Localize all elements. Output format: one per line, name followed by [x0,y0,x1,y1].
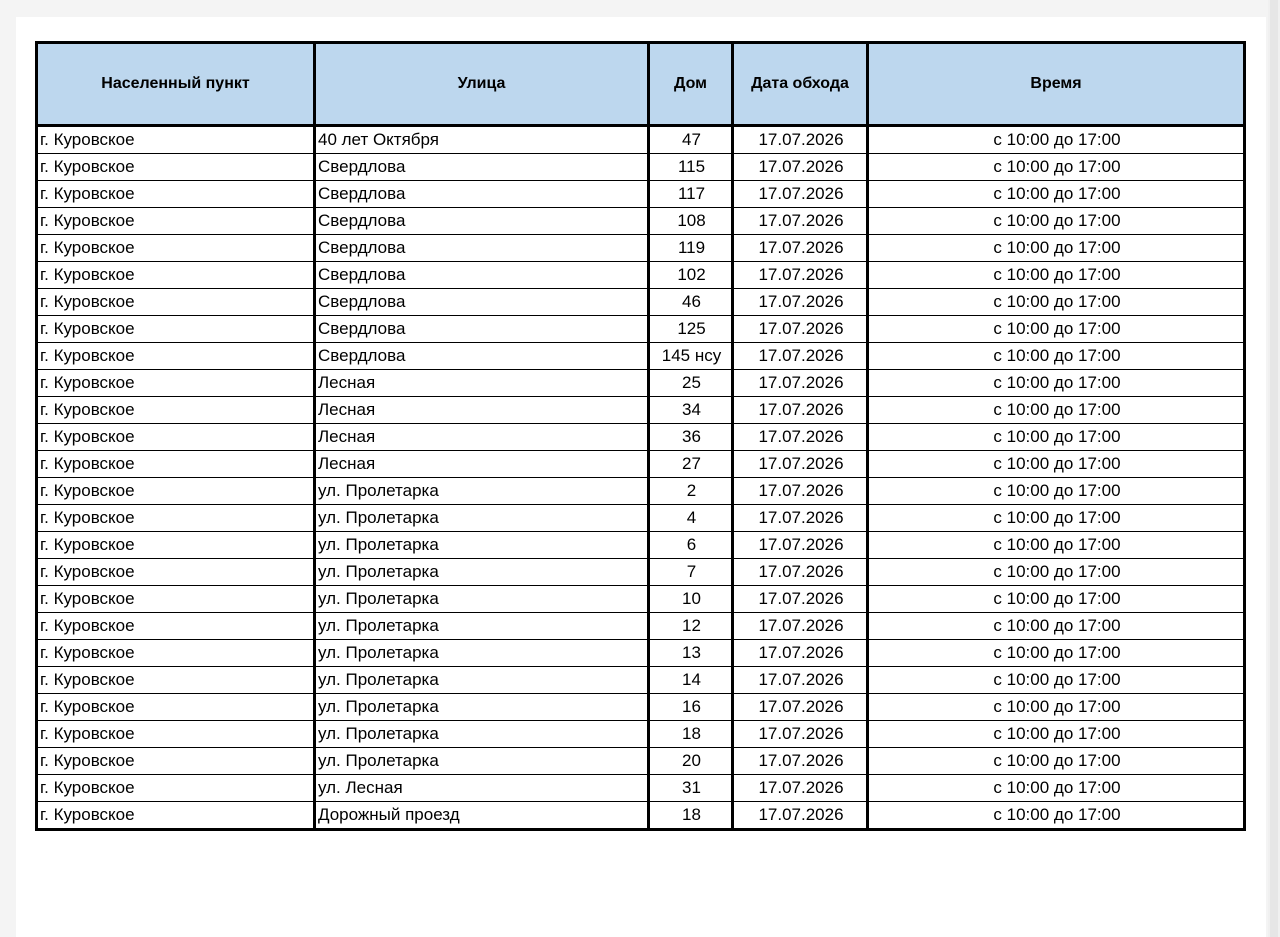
cell-time: с 10:00 до 17:00 [868,208,1245,235]
cell-visit-date: 17.07.2026 [733,748,868,775]
cell-time: с 10:00 до 17:00 [868,478,1245,505]
cell-settlement: г. Куровское [37,343,315,370]
table-row [37,289,1245,316]
cell-street: 40 лет Октября [315,126,649,154]
cell-street: Лесная [315,424,649,451]
cell-house: 18 [649,802,733,830]
header-row [37,43,1245,126]
cell-house: 2 [649,478,733,505]
table-row [37,126,1245,154]
cell-settlement: г. Куровское [37,235,315,262]
cell-time: с 10:00 до 17:00 [868,748,1245,775]
cell-visit-date: 17.07.2026 [733,154,868,181]
cell-time: с 10:00 до 17:00 [868,126,1245,154]
cell-house: 25 [649,370,733,397]
cell-settlement: г. Куровское [37,775,315,802]
cell-house: 46 [649,289,733,316]
cell-settlement: г. Куровское [37,613,315,640]
cell-street: ул. Лесная [315,775,649,802]
cell-house: 31 [649,775,733,802]
table-row [37,262,1245,289]
cell-visit-date: 17.07.2026 [733,397,868,424]
cell-visit-date: 17.07.2026 [733,721,868,748]
cell-visit-date: 17.07.2026 [733,289,868,316]
cell-time: с 10:00 до 17:00 [868,721,1245,748]
cell-visit-date: 17.07.2026 [733,505,868,532]
cell-settlement: г. Куровское [37,451,315,478]
table-row [37,694,1245,721]
cell-settlement: г. Куровское [37,478,315,505]
header-street: Улица [315,43,649,126]
header-time: Время [868,43,1245,126]
cell-settlement: г. Куровское [37,748,315,775]
table-row [37,613,1245,640]
table-row [37,397,1245,424]
cell-house: 36 [649,424,733,451]
cell-settlement: г. Куровское [37,397,315,424]
cell-visit-date: 17.07.2026 [733,235,868,262]
cell-street: ул. Пролетарка [315,613,649,640]
cell-street: Свердлова [315,208,649,235]
cell-visit-date: 17.07.2026 [733,424,868,451]
cell-visit-date: 17.07.2026 [733,343,868,370]
cell-street: Свердлова [315,289,649,316]
cell-street: ул. Пролетарка [315,478,649,505]
cell-settlement: г. Куровское [37,181,315,208]
cell-time: с 10:00 до 17:00 [868,451,1245,478]
cell-house: 102 [649,262,733,289]
cell-time: с 10:00 до 17:00 [868,235,1245,262]
cell-visit-date: 17.07.2026 [733,667,868,694]
cell-street: Свердлова [315,235,649,262]
cell-time: с 10:00 до 17:00 [868,694,1245,721]
table-row [37,235,1245,262]
cell-street: Свердлова [315,262,649,289]
cell-time: с 10:00 до 17:00 [868,424,1245,451]
cell-visit-date: 17.07.2026 [733,559,868,586]
cell-settlement: г. Куровское [37,586,315,613]
cell-street: Свердлова [315,316,649,343]
cell-visit-date: 17.07.2026 [733,451,868,478]
cell-street: ул. Пролетарка [315,586,649,613]
cell-settlement: г. Куровское [37,154,315,181]
cell-settlement: г. Куровское [37,721,315,748]
cell-time: с 10:00 до 17:00 [868,505,1245,532]
cell-settlement: г. Куровское [37,640,315,667]
table-row [37,532,1245,559]
table-row [37,181,1245,208]
cell-street: Лесная [315,397,649,424]
cell-house: 16 [649,694,733,721]
cell-settlement: г. Куровское [37,694,315,721]
cell-house: 18 [649,721,733,748]
vertical-scrollbar[interactable] [1268,0,1280,937]
cell-street: ул. Пролетарка [315,640,649,667]
cell-settlement: г. Куровское [37,126,315,154]
cell-time: с 10:00 до 17:00 [868,775,1245,802]
cell-visit-date: 17.07.2026 [733,478,868,505]
cell-time: с 10:00 до 17:00 [868,397,1245,424]
table-row [37,667,1245,694]
cell-visit-date: 17.07.2026 [733,775,868,802]
cell-street: Лесная [315,451,649,478]
cell-settlement: г. Куровское [37,802,315,830]
cell-visit-date: 17.07.2026 [733,126,868,154]
table-row [37,721,1245,748]
cell-visit-date: 17.07.2026 [733,640,868,667]
cell-settlement: г. Куровское [37,370,315,397]
cell-street: ул. Пролетарка [315,748,649,775]
cell-street: ул. Пролетарка [315,667,649,694]
cell-time: с 10:00 до 17:00 [868,667,1245,694]
cell-time: с 10:00 до 17:00 [868,154,1245,181]
cell-settlement: г. Куровское [37,262,315,289]
cell-house: 13 [649,640,733,667]
table-row [37,748,1245,775]
table-row [37,154,1245,181]
cell-time: с 10:00 до 17:00 [868,613,1245,640]
cell-house: 119 [649,235,733,262]
table-row [37,775,1245,802]
bypass-schedule-table [35,41,1246,831]
cell-visit-date: 17.07.2026 [733,586,868,613]
cell-house: 117 [649,181,733,208]
header-settlement: Населенный пункт [37,43,315,126]
cell-time: с 10:00 до 17:00 [868,316,1245,343]
cell-street: ул. Пролетарка [315,694,649,721]
table-row [37,505,1245,532]
table-row [37,559,1245,586]
table-row [37,370,1245,397]
cell-street: Свердлова [315,154,649,181]
cell-street: Свердлова [315,181,649,208]
cell-visit-date: 17.07.2026 [733,208,868,235]
cell-time: с 10:00 до 17:00 [868,262,1245,289]
cell-visit-date: 17.07.2026 [733,694,868,721]
cell-house: 125 [649,316,733,343]
cell-house: 10 [649,586,733,613]
cell-time: с 10:00 до 17:00 [868,586,1245,613]
cell-visit-date: 17.07.2026 [733,802,868,830]
cell-time: с 10:00 до 17:00 [868,370,1245,397]
cell-visit-date: 17.07.2026 [733,613,868,640]
cell-house: 47 [649,126,733,154]
table-row [37,208,1245,235]
cell-settlement: г. Куровское [37,667,315,694]
table-row [37,640,1245,667]
cell-house: 6 [649,532,733,559]
header-house: Дом [649,43,733,126]
cell-street: ул. Пролетарка [315,532,649,559]
cell-time: с 10:00 до 17:00 [868,640,1245,667]
cell-house: 4 [649,505,733,532]
cell-time: с 10:00 до 17:00 [868,289,1245,316]
cell-visit-date: 17.07.2026 [733,316,868,343]
cell-settlement: г. Куровское [37,559,315,586]
cell-time: с 10:00 до 17:00 [868,559,1245,586]
table-row [37,343,1245,370]
table-row [37,316,1245,343]
cell-street: ул. Пролетарка [315,559,649,586]
cell-settlement: г. Куровское [37,316,315,343]
cell-settlement: г. Куровское [37,289,315,316]
cell-house: 108 [649,208,733,235]
cell-house: 34 [649,397,733,424]
header-visit-date: Дата обхода [733,43,868,126]
cell-settlement: г. Куровское [37,424,315,451]
cell-street: Свердлова [315,343,649,370]
cell-time: с 10:00 до 17:00 [868,532,1245,559]
cell-house: 7 [649,559,733,586]
cell-street: ул. Пролетарка [315,721,649,748]
cell-time: с 10:00 до 17:00 [868,802,1245,830]
cell-time: с 10:00 до 17:00 [868,181,1245,208]
cell-settlement: г. Куровское [37,208,315,235]
table-row [37,424,1245,451]
cell-street: Дорожный проезд [315,802,649,830]
cell-street: ул. Пролетарка [315,505,649,532]
cell-visit-date: 17.07.2026 [733,262,868,289]
cell-time: с 10:00 до 17:00 [868,343,1245,370]
table-row [37,478,1245,505]
cell-visit-date: 17.07.2026 [733,181,868,208]
cell-house: 20 [649,748,733,775]
cell-settlement: г. Куровское [37,505,315,532]
table-row [37,586,1245,613]
cell-house: 12 [649,613,733,640]
table-body [37,126,1245,830]
cell-visit-date: 17.07.2026 [733,370,868,397]
cell-house: 115 [649,154,733,181]
table-row [37,451,1245,478]
cell-house: 27 [649,451,733,478]
cell-settlement: г. Куровское [37,532,315,559]
table-row [37,802,1245,830]
cell-house: 14 [649,667,733,694]
cell-street: Лесная [315,370,649,397]
cell-house: 145 нсу [649,343,733,370]
cell-visit-date: 17.07.2026 [733,532,868,559]
scrollbar-thumb[interactable] [1270,0,1278,937]
